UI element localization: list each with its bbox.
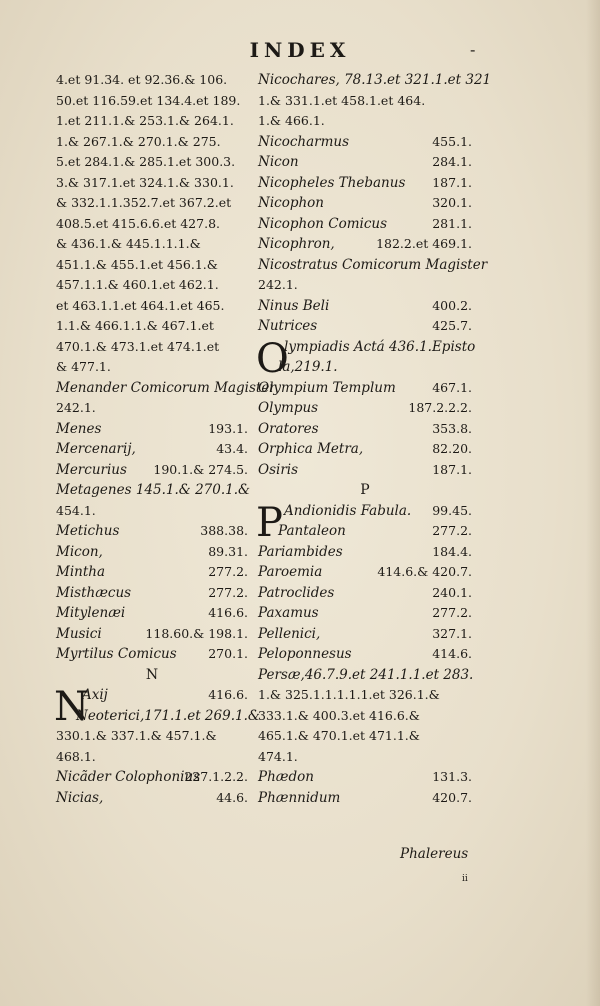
entry-reference: 43.4. <box>216 441 248 456</box>
entry-term: Andionidis Fabula. <box>284 502 412 519</box>
entry-term: Pantaleon <box>278 523 346 539</box>
entry-term: 1.& 325.1.1.1.1.1.et 326.1.& <box>258 687 440 702</box>
entry-term: Oratores <box>258 420 319 437</box>
entry-reference: 327.1. <box>432 625 472 641</box>
entry-term: Mercurius <box>56 461 127 478</box>
entry-term: Olympium Templum <box>258 379 396 396</box>
entry-term: Orphica Metra, <box>258 441 364 457</box>
index-entry <box>56 706 260 727</box>
index-entry <box>56 316 248 337</box>
entry-reference: 193.1. <box>208 420 248 436</box>
entry-reference: 99.45. <box>432 502 472 518</box>
entry-reference: 187.2.2.2. <box>408 400 472 415</box>
entry-term: Neoterici,171.1.et 269.1.& <box>76 707 260 724</box>
entry-reference: 190.1.& 274.5. <box>153 461 248 477</box>
index-entry <box>258 398 472 419</box>
entry-reference: 425.7. <box>432 318 472 333</box>
entry-reference: 414.6.& 420.7. <box>377 564 472 579</box>
entry-term: Nicochares, 78.13.et 321.1.et 321 <box>258 72 492 88</box>
entry-term: 474.1. <box>258 748 298 764</box>
entry-term: Osiris <box>258 461 299 478</box>
index-entry <box>258 603 472 624</box>
index-entry <box>56 562 248 583</box>
entry-term: Nicophon Comicus <box>258 215 388 232</box>
page-edge-shadow <box>586 0 600 1006</box>
index-column-left <box>54 70 276 808</box>
entry-term: 457.1.1.& 460.1.et 462.1. <box>56 277 219 292</box>
entry-term: 1.& 466.1. <box>258 113 325 128</box>
entry-term: Pellenici, <box>258 625 321 642</box>
drop-capital: O <box>256 335 289 382</box>
entry-term: Mercenarij, <box>56 441 136 457</box>
index-entry <box>258 747 472 768</box>
index-entry <box>258 111 472 132</box>
page-header: INDEX <box>249 38 351 62</box>
entry-term: Nutrices <box>258 318 318 334</box>
index-entry <box>56 111 248 132</box>
index-entry <box>56 644 248 665</box>
index-entry <box>258 460 472 481</box>
entry-term: Mintha <box>56 564 106 580</box>
entry-reference: 89.31. <box>208 543 248 559</box>
index-entry <box>56 480 251 501</box>
drop-capital: N <box>54 684 89 730</box>
entry-term: Paxamus <box>258 605 319 621</box>
index-entry <box>258 624 472 645</box>
index-entry <box>56 767 248 788</box>
entry-term: Axij <box>82 687 108 703</box>
index-entry <box>56 296 248 317</box>
entry-reference: 182.2.et 469.1. <box>376 236 472 251</box>
entry-reference: 82.20. <box>432 441 472 456</box>
index-entry <box>258 275 472 296</box>
index-entry <box>56 214 248 235</box>
entry-term: Menes <box>56 420 102 437</box>
index-entry <box>56 337 248 358</box>
entry-term: Ninus Beli <box>258 297 330 314</box>
index-entry <box>258 706 472 727</box>
entry-term: Nicostratus Comicorum Magister <box>258 256 488 273</box>
section-letter-text: N <box>145 666 159 683</box>
index-entry <box>258 644 472 665</box>
index-entry <box>258 357 472 378</box>
entry-reference: 187.1. <box>432 174 472 190</box>
entry-reference: 131.3. <box>432 769 472 784</box>
entry-reference: 118.60.& 198.1. <box>145 625 248 641</box>
entry-term: & 477.1. <box>56 359 111 374</box>
entry-term: Nicon <box>258 154 299 170</box>
index-entry <box>258 562 472 583</box>
index-entry <box>56 439 248 460</box>
index-entry <box>56 255 248 276</box>
entry-reference: 400.2. <box>432 297 472 313</box>
index-entry <box>258 214 472 235</box>
entry-reference: 353.8. <box>432 420 472 436</box>
index-entry <box>258 439 472 460</box>
index-entry <box>258 316 472 337</box>
index-entry <box>258 255 488 276</box>
index-entry <box>258 419 472 440</box>
entry-term: 465.1.& 470.1.et 471.1.& <box>258 728 420 743</box>
index-entry <box>258 788 472 809</box>
entry-term: 470.1.& 473.1.et 474.1.et <box>56 338 220 354</box>
index-entry <box>258 296 472 317</box>
entry-reference: 320.1. <box>432 195 472 210</box>
entry-reference: 277.2. <box>208 564 248 579</box>
index-entry <box>258 685 472 706</box>
entry-term: 1.1.& 466.1.1.& 467.1.et <box>56 318 214 333</box>
entry-term: Myrtilus Comicus <box>56 646 177 662</box>
index-entry <box>56 234 248 255</box>
index-entry <box>56 275 248 296</box>
section-letter <box>258 480 472 501</box>
index-entry <box>56 193 248 214</box>
entry-term: 330.1.& 337.1.& 457.1.& <box>56 728 217 743</box>
index-entry <box>56 70 248 91</box>
index-entry <box>56 357 248 378</box>
section-letter <box>56 665 248 686</box>
entry-reference: 284.1. <box>432 154 472 169</box>
index-entry <box>56 788 248 809</box>
catchword: Phalereus <box>400 846 469 862</box>
entry-reference: 281.1. <box>432 215 472 231</box>
index-entry <box>258 234 472 255</box>
index-entry <box>258 521 472 542</box>
corner-mark: - <box>470 40 476 59</box>
entry-term: 4.et 91.34. et 92.36.& 106. <box>56 72 228 87</box>
index-entry <box>258 132 472 153</box>
index-entry <box>56 152 248 173</box>
entry-term: 242.1. <box>56 400 96 415</box>
entry-term: Nicophron, <box>258 236 335 252</box>
entry-term: 451.1.& 455.1.et 456.1.& <box>56 256 218 272</box>
entry-term: 408.5.et 415.6.6.et 427.8. <box>56 215 220 231</box>
entry-term: Paroemia <box>258 564 323 580</box>
entry-term: Nicias, <box>56 789 104 806</box>
entry-term: Menander Comicorum Magister <box>56 379 276 396</box>
index-entry <box>56 521 248 542</box>
entry-term: 5.et 284.1.& 285.1.et 300.3. <box>56 154 236 169</box>
entry-reference: 270.1. <box>208 646 248 661</box>
index-entry <box>56 419 248 440</box>
entry-term: 1.& 267.1.& 270.1.& 275. <box>56 133 221 149</box>
entry-term: Nicãder Colophonius <box>56 769 201 785</box>
index-entry <box>56 378 276 399</box>
index-entry <box>56 91 248 112</box>
index-entry <box>258 542 472 563</box>
entry-reference: 414.6. <box>432 646 472 661</box>
entry-term: Nicopheles Thebanus <box>258 174 406 191</box>
entry-term: & 332.1.1.352.7.et 367.2.et <box>56 195 232 210</box>
entry-term: Metagenes 145.1.& 270.1.& <box>56 482 251 498</box>
entry-term: 454.1. <box>56 502 96 518</box>
entry-reference: 277.2. <box>208 584 248 600</box>
index-entry <box>258 583 472 604</box>
index-entry <box>258 193 472 214</box>
entry-term: 1.et 211.1.& 253.1.& 264.1. <box>56 113 234 128</box>
index-entry <box>56 603 248 624</box>
entry-reference: 455.1. <box>432 133 472 149</box>
entry-reference: 240.1. <box>432 584 472 600</box>
entry-reference: 467.1. <box>432 379 472 395</box>
index-column-right <box>256 70 492 808</box>
entry-term: 50.et 116.59.et 134.4.et 189. <box>56 92 241 108</box>
index-entry <box>56 747 248 768</box>
index-entry <box>56 542 248 563</box>
entry-term: Nicocharmus <box>258 133 349 150</box>
entry-term: Metichus <box>56 523 120 539</box>
index-entry <box>56 583 248 604</box>
index-entry <box>56 726 248 747</box>
entry-term: Musici <box>56 625 102 642</box>
entry-term: Mitylenæi <box>56 605 126 621</box>
entry-reference: 416.6. <box>208 687 248 702</box>
entry-term: Olympus <box>258 400 319 416</box>
entry-term: Nicophon <box>258 195 324 211</box>
entry-reference: 184.4. <box>432 543 472 559</box>
entry-reference: 227.1.2.2. <box>184 769 248 784</box>
entry-reference: 388.38. <box>200 523 248 538</box>
entry-term: la,219.1. <box>278 359 338 375</box>
entry-reference: 44.6. <box>216 789 248 805</box>
entry-term: et 463.1.1.et 464.1.et 465. <box>56 297 225 313</box>
entry-term: Phænnidum <box>258 789 341 806</box>
index-entry <box>56 398 248 419</box>
index-entry <box>56 132 248 153</box>
index-entry <box>56 501 248 522</box>
entry-term: Micon, <box>56 543 103 560</box>
entry-term: Peloponnesus <box>258 646 352 662</box>
entry-term: Patroclides <box>258 584 335 601</box>
entry-term: Persæ,46.7.9.et 241.1.1.et 283. <box>258 666 474 683</box>
signature-mark: ii <box>462 874 468 884</box>
entry-reference: 277.2. <box>432 605 472 620</box>
index-entry <box>258 767 472 788</box>
index-entry <box>56 173 248 194</box>
entry-term: 242.1. <box>258 277 298 292</box>
entry-reference: 416.6. <box>208 605 248 620</box>
index-entry <box>258 726 472 747</box>
section-letter-text: P <box>360 482 370 498</box>
entry-term: Phædon <box>258 769 314 785</box>
entry-term: 468.1. <box>56 748 96 764</box>
index-entry <box>258 173 472 194</box>
entry-term: 3.& 317.1.et 324.1.& 330.1. <box>56 174 234 190</box>
entry-reference: 277.2. <box>432 523 472 538</box>
entry-reference: 187.1. <box>432 461 472 477</box>
index-entry <box>56 460 248 481</box>
entry-term: Misthæcus <box>56 584 132 601</box>
drop-capital: P <box>256 499 283 546</box>
index-entry <box>258 665 472 686</box>
index-entry <box>258 378 472 399</box>
entry-term: & 436.1.& 445.1.1.1.& <box>56 236 201 251</box>
index-entry <box>258 91 472 112</box>
entry-term: Pariambides <box>258 543 343 560</box>
index-entry <box>258 152 472 173</box>
entry-term: lympiadis Actá 436.1.Episto <box>284 338 476 355</box>
entry-term: 333.1.& 400.3.et 416.6.& <box>258 707 420 723</box>
index-entry <box>56 624 248 645</box>
entry-term: 1.& 331.1.et 458.1.et 464. <box>258 92 426 108</box>
index-entry <box>258 70 492 91</box>
entry-reference: 420.7. <box>432 789 472 805</box>
